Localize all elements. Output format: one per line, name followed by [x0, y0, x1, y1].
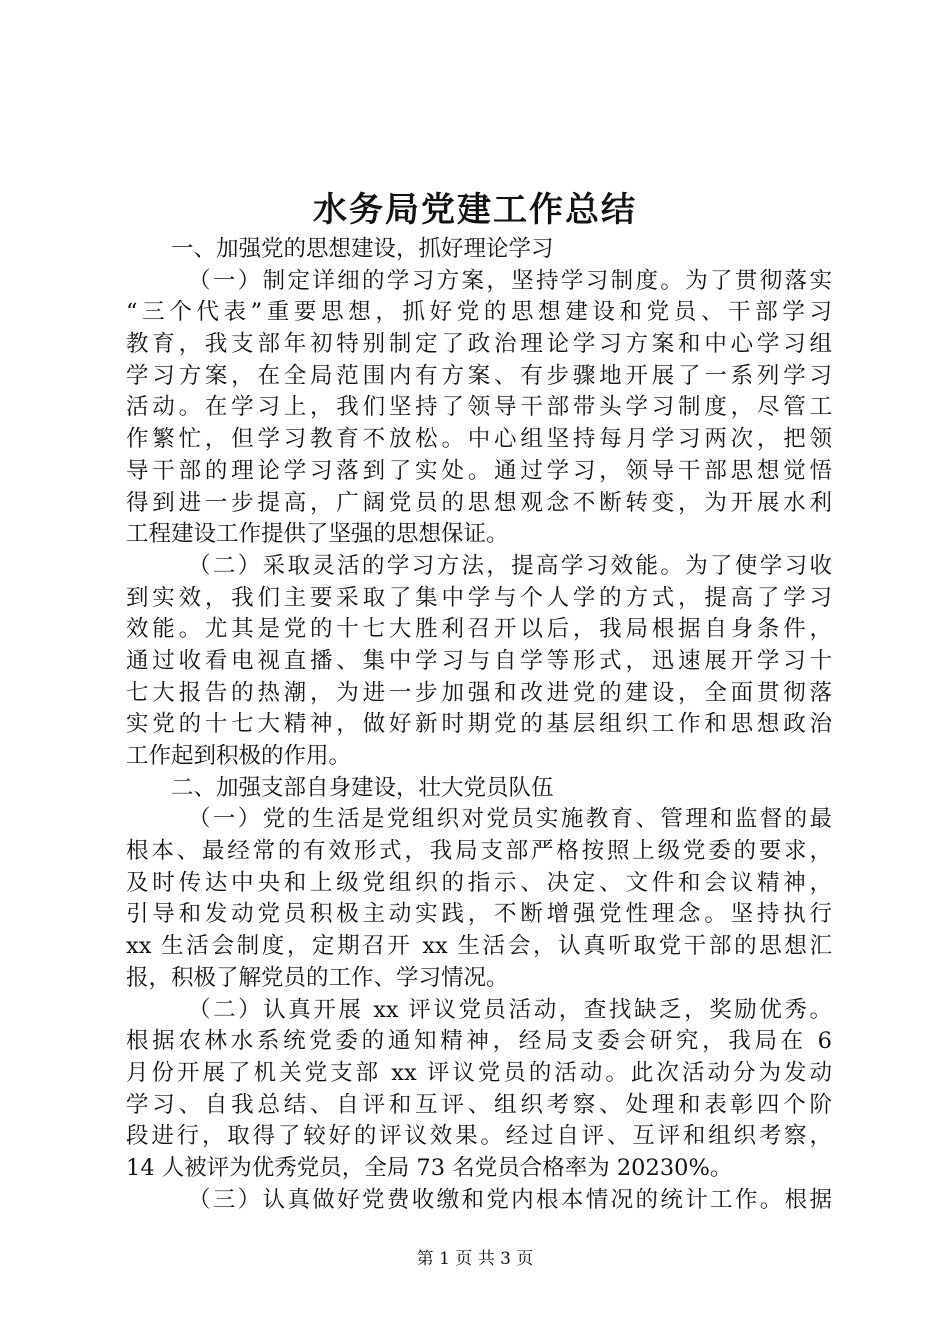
- paragraph-line: 到实效，我们主要采取了集中学与个人学的方式，提高了学习: [126, 584, 832, 611]
- paragraph-line: 实党的十七大精神，做好新时期党的基层组织工作和思想政治: [126, 711, 832, 738]
- paragraph-line: 月份开展了机关党支部 xx 评议党员的活动。此次活动分为发动: [126, 1059, 832, 1086]
- paragraph-line: 引导和发动党员积极主动实践，不断增强党性理念。坚持执行: [126, 901, 832, 928]
- paragraph-line: 导干部的理论学习落到了实处。通过学习，领导干部思想觉悟: [126, 457, 832, 484]
- paragraph-line: 报，积极了解党员的工作、学习情况。: [126, 964, 509, 991]
- paragraph-line: 14 人被评为优秀党员，全局 73 名党员合格率为 20230%。: [126, 1154, 733, 1181]
- paragraph-line: 作繁忙，但学习教育不放松。中心组坚持每月学习两次，把领: [126, 426, 832, 453]
- paragraph-line: 学习、自我总结、自评和互评、组织考察、处理和表彰四个阶: [126, 1091, 832, 1118]
- paragraph-line: 根据农林水系统党委的通知精神，经局支委会研究，我局在 6: [126, 1028, 832, 1055]
- section-heading: 二、加强支部自身建设，壮大党员队伍: [171, 774, 554, 801]
- paragraph-line: 工程建设工作提供了坚强的思想保证。: [126, 521, 509, 548]
- paragraph-line: 工作起到积极的作用。: [126, 743, 352, 769]
- paragraph-line: 段进行，取得了较好的评议效果。经过自评、互评和组织考察，: [126, 1123, 832, 1150]
- paragraph-line: 效能。尤其是党的十七大胜利召开以后，我局根据自身条件，: [126, 616, 832, 643]
- paragraph-line: （二）认真开展 xx 评议党员活动，查找缺乏，奖励优秀。: [188, 996, 832, 1023]
- paragraph-line: （二）采取灵活的学习方法，提高学习效能。为了使学习收: [188, 552, 832, 579]
- paragraph-line: （一）党的生活是党组织对党员实施教育、管理和监督的最: [188, 806, 832, 833]
- paragraph-line: 学习方案，在全局范围内有方案、有步骤地开展了一系列学习: [126, 362, 832, 389]
- document-title: 水务局党建工作总结: [313, 190, 637, 230]
- paragraph-line: 通过收看电视直播、集中学习与自学等形式，迅速展开学习十: [126, 647, 832, 674]
- paragraph-line: xx 生活会制度，定期召开 xx 生活会，认真听取党干部的思想汇: [126, 933, 832, 960]
- paragraph-line: （三）认真做好党费收缴和党内根本情况的统计工作。根据: [188, 1186, 832, 1213]
- paragraph-line: 教育，我支部年初特别制定了政治理论学习方案和中心学习组: [126, 331, 832, 358]
- paragraph-line: 得到进一步提高，广阔党员的思想观念不断转变，为开展水利: [126, 489, 832, 516]
- paragraph-line: 及时传达中央和上级党组织的指示、决定、文件和会议精神，: [126, 869, 832, 896]
- document-body: [126, 234, 832, 1216]
- paragraph-line: （一）制定详细的学习方案，坚持学习制度。为了贯彻落实: [188, 267, 832, 294]
- page-footer: 第 1 页 共 3 页: [416, 1249, 534, 1269]
- section-heading: 一、加强党的思想建设，抓好理论学习: [171, 236, 554, 262]
- paragraph-line: 根本、最经常的有效形式，我局支部严格按照上级党委的要求，: [126, 838, 832, 865]
- paragraph-line: 活动。在学习上，我们坚持了领导干部带头学习制度，尽管工: [126, 394, 832, 421]
- paragraph-line: 七大报告的热潮，为进一步加强和改进党的建设，全面贯彻落: [126, 679, 832, 706]
- paragraph-line: “三个代表”重要思想，抓好党的思想建设和党员、干部学习: [126, 299, 832, 326]
